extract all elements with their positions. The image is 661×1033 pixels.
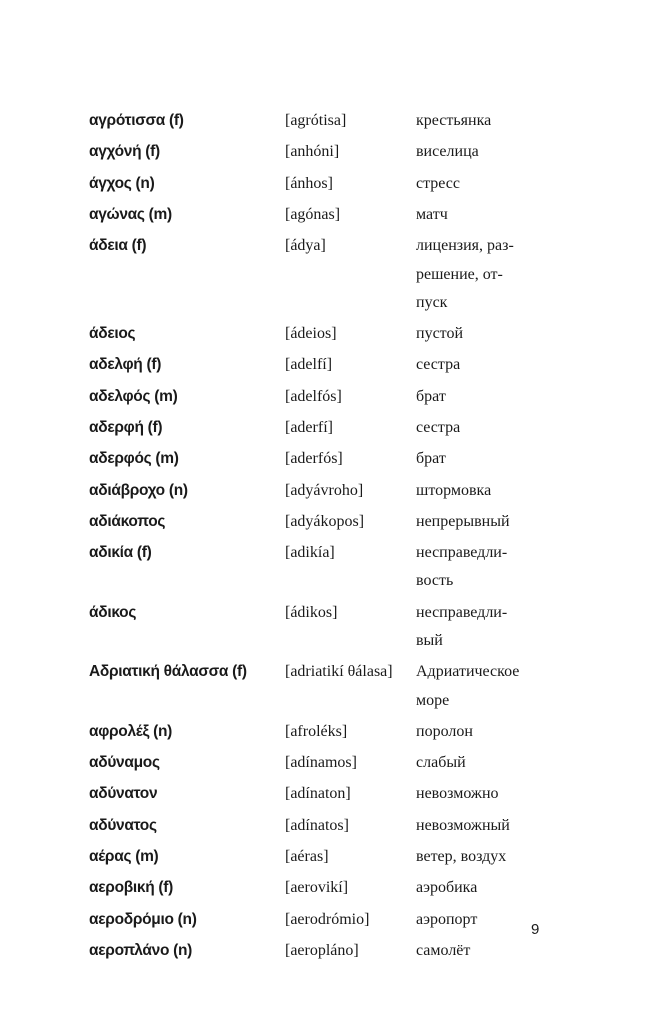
meaning-line: невозможный bbox=[416, 816, 510, 834]
greek-word: αγχόνή (f) bbox=[89, 143, 160, 161]
dictionary-entry bbox=[89, 417, 549, 442]
russian-meaning bbox=[416, 508, 546, 536]
transliteration: [afroléks] bbox=[285, 722, 348, 740]
greek-word: αδικία (f) bbox=[89, 544, 152, 562]
meaning-line: вый bbox=[416, 631, 443, 649]
russian-meaning bbox=[416, 599, 546, 655]
greek-word: αδύνατον bbox=[89, 785, 158, 803]
russian-meaning bbox=[416, 201, 546, 229]
russian-meaning bbox=[416, 718, 546, 746]
dictionary-entry bbox=[89, 480, 549, 505]
dictionary-entry bbox=[89, 204, 549, 229]
transliteration: [adriatikí θálasa] bbox=[285, 663, 393, 681]
russian-meaning bbox=[416, 906, 546, 934]
russian-meaning bbox=[416, 320, 546, 348]
russian-meaning bbox=[416, 658, 546, 714]
russian-meaning bbox=[416, 445, 546, 473]
russian-meaning bbox=[416, 749, 546, 777]
russian-meaning bbox=[416, 937, 546, 965]
meaning-line: непрерывный bbox=[416, 512, 510, 530]
russian-meaning bbox=[416, 539, 546, 595]
meaning-line: пуск bbox=[416, 293, 448, 311]
russian-meaning bbox=[416, 351, 546, 379]
russian-meaning bbox=[416, 232, 546, 317]
greek-word: αδερφή (f) bbox=[89, 418, 163, 436]
meaning-line: пустой bbox=[416, 325, 464, 343]
meaning-line: брат bbox=[416, 450, 446, 468]
dictionary-entry bbox=[89, 877, 549, 902]
greek-word: αεροδρόμιο (n) bbox=[89, 910, 197, 928]
transliteration: [aeropláno] bbox=[285, 941, 359, 959]
meaning-line: слабый bbox=[416, 754, 466, 772]
russian-meaning bbox=[416, 812, 546, 840]
meaning-line: сестра bbox=[416, 419, 461, 437]
greek-word: αδύνατος bbox=[89, 816, 157, 834]
transliteration: [agónas] bbox=[285, 205, 341, 223]
greek-word: αδύναμος bbox=[89, 754, 160, 772]
transliteration: [ádikos] bbox=[285, 603, 338, 621]
meaning-line: аэробика bbox=[416, 879, 478, 897]
meaning-line: лицензия, раз- bbox=[416, 237, 514, 255]
meaning-line: решение, от- bbox=[416, 265, 503, 283]
dictionary-entry bbox=[89, 354, 549, 379]
meaning-line: ветер, воздух bbox=[416, 848, 507, 866]
russian-meaning bbox=[416, 414, 546, 442]
russian-meaning bbox=[416, 874, 546, 902]
meaning-line: Адриатическое bbox=[416, 663, 520, 681]
transliteration: [aerovikí] bbox=[285, 879, 349, 897]
dictionary-entry bbox=[89, 909, 549, 934]
meaning-line: штормовка bbox=[416, 481, 492, 499]
dictionary-entry bbox=[89, 602, 549, 656]
russian-meaning bbox=[416, 383, 546, 411]
dictionary-entry bbox=[89, 173, 549, 198]
transliteration: [aderfí] bbox=[285, 418, 333, 436]
greek-word: αεροβική (f) bbox=[89, 879, 174, 897]
greek-word: αδιάβροχο (n) bbox=[89, 481, 188, 499]
greek-word: αδιάκοπος bbox=[89, 512, 166, 530]
dictionary-entry bbox=[89, 940, 549, 965]
greek-word: αεροπλάνο (n) bbox=[89, 941, 193, 959]
dictionary-entry bbox=[89, 783, 549, 808]
meaning-line: аэропорт bbox=[416, 910, 478, 928]
dictionary-entry bbox=[89, 511, 549, 536]
meaning-line: море bbox=[416, 691, 450, 709]
dictionary-entry bbox=[89, 661, 549, 715]
dictionary-entry bbox=[89, 110, 549, 135]
dictionary-entry bbox=[89, 721, 549, 746]
greek-word: αδερφός (m) bbox=[89, 450, 179, 468]
meaning-line: самолёт bbox=[416, 942, 471, 959]
transliteration: [adyávroho] bbox=[285, 481, 364, 499]
transliteration: [agrótisa] bbox=[285, 112, 347, 129]
greek-word: αέρας (m) bbox=[89, 847, 159, 865]
russian-meaning bbox=[416, 780, 546, 808]
greek-word: αγρότισσα (f) bbox=[89, 112, 184, 129]
transliteration: [aderfós] bbox=[285, 450, 343, 468]
transliteration: [adyákopos] bbox=[285, 512, 365, 530]
transliteration: [adelfí] bbox=[285, 356, 333, 374]
meaning-line: крестьянка bbox=[416, 112, 492, 130]
transliteration: [adínatos] bbox=[285, 816, 349, 834]
transliteration: [adínamos] bbox=[285, 754, 357, 772]
transliteration: [anhóni] bbox=[285, 143, 340, 161]
transliteration: [aerodrómio] bbox=[285, 910, 370, 928]
dictionary-entry bbox=[89, 752, 549, 777]
greek-word: αγώνας (m) bbox=[89, 205, 172, 223]
greek-word: άδικος bbox=[89, 603, 137, 621]
meaning-line: сестра bbox=[416, 356, 461, 374]
greek-word: αφρολέξ (n) bbox=[89, 722, 172, 740]
dictionary-entry bbox=[89, 235, 549, 317]
russian-meaning bbox=[416, 170, 546, 198]
greek-word: άδεια (f) bbox=[89, 237, 147, 255]
transliteration: [aéras] bbox=[285, 847, 329, 865]
russian-meaning bbox=[416, 843, 546, 871]
transliteration: [ádya] bbox=[285, 237, 326, 255]
transliteration: [ádeios] bbox=[285, 324, 337, 342]
dictionary-entry bbox=[89, 815, 549, 840]
transliteration: [adínaton] bbox=[285, 785, 351, 803]
dictionary-entries bbox=[89, 110, 549, 971]
transliteration: [adelfós] bbox=[285, 387, 342, 405]
dictionary-entry bbox=[89, 386, 549, 411]
greek-word: αδελφός (m) bbox=[89, 387, 178, 405]
transliteration: [ánhos] bbox=[285, 174, 333, 192]
russian-meaning bbox=[416, 477, 546, 505]
meaning-line: поролон bbox=[416, 722, 473, 740]
dictionary-entry bbox=[89, 141, 549, 166]
dictionary-entry bbox=[89, 542, 549, 596]
meaning-line: брат bbox=[416, 387, 446, 405]
russian-meaning bbox=[416, 107, 546, 135]
greek-word: άγχος (n) bbox=[89, 174, 155, 192]
greek-word: άδειος bbox=[89, 324, 136, 342]
greek-word: αδελφή (f) bbox=[89, 356, 162, 374]
page-number: 9 bbox=[531, 921, 540, 938]
transliteration: [adikía] bbox=[285, 544, 335, 562]
meaning-line: невозможно bbox=[416, 785, 499, 803]
meaning-line: несправедли- bbox=[416, 544, 508, 562]
meaning-line: стресс bbox=[416, 174, 460, 192]
meaning-line: матч bbox=[416, 206, 448, 224]
greek-word: Αδριατική θάλασσα (f) bbox=[89, 663, 247, 681]
dictionary-entry bbox=[89, 846, 549, 871]
dictionary-entry bbox=[89, 448, 549, 473]
meaning-line: вость bbox=[416, 572, 454, 590]
meaning-line: несправедли- bbox=[416, 603, 508, 621]
dictionary-entry bbox=[89, 323, 549, 348]
russian-meaning bbox=[416, 138, 546, 166]
meaning-line: виселица bbox=[416, 143, 479, 161]
